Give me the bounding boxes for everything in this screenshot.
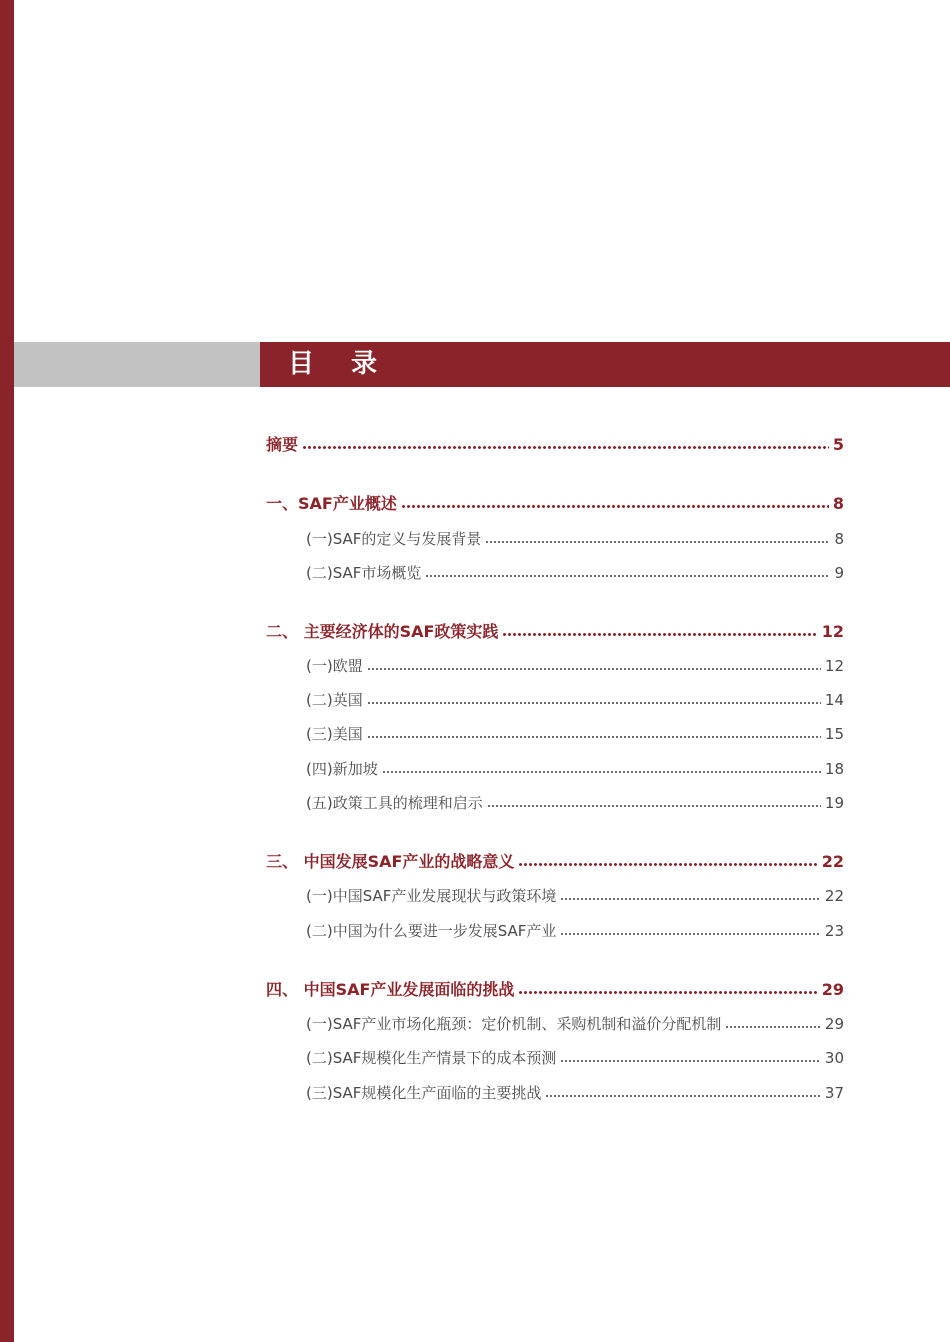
dot-leader (401, 504, 829, 509)
toc-item-4-2[interactable] (306, 1047, 844, 1069)
dot-leader (367, 701, 821, 705)
toc-entry-label: (一)中国SAF产业发展现状与政策环境 (306, 887, 557, 905)
toc-item-3-1[interactable] (306, 885, 844, 907)
toc-entry-page: 37 (824, 1084, 844, 1102)
toc-section-2[interactable] (266, 621, 844, 643)
dot-leader (367, 735, 821, 739)
toc-item-2-3[interactable] (306, 723, 844, 745)
toc-entry-page: 19 (824, 794, 844, 812)
dot-leader (502, 632, 817, 637)
toc-entry-label: 四、 中国SAF产业发展面临的挑战 (266, 980, 515, 999)
toc-entry-abstract[interactable] (266, 434, 844, 456)
dot-leader (560, 1059, 821, 1063)
toc-entry-label: (四)新加坡 (306, 760, 378, 778)
toc-entry-page: 14 (824, 691, 844, 709)
toc-entry-page: 30 (824, 1049, 844, 1067)
toc-item-4-1[interactable] (306, 1013, 844, 1035)
toc-entry-label: (三)美国 (306, 725, 363, 743)
dot-leader (518, 990, 817, 995)
toc-item-1-2[interactable] (306, 562, 844, 584)
toc-section-4[interactable] (266, 979, 844, 1001)
toc-entry-page: 8 (832, 494, 844, 513)
toc-item-2-4[interactable] (306, 758, 844, 780)
toc-entry-page: 12 (821, 622, 844, 641)
toc-section-3[interactable] (266, 851, 844, 873)
dot-leader (560, 897, 821, 901)
left-accent-bar (0, 0, 14, 1342)
toc-item-2-2[interactable] (306, 689, 844, 711)
toc-entry-label: (五)政策工具的梳理和启示 (306, 794, 483, 812)
toc-entry-label: (二)英国 (306, 691, 363, 709)
dot-leader (367, 667, 821, 671)
toc-entry-label: 一、SAF产业概述 (266, 494, 397, 513)
toc-entry-label: (一)SAF产业市场化瓶颈：定价机制、采购机制和溢价分配机制 (306, 1015, 722, 1033)
toc-entry-label: (二)SAF市场概览 (306, 564, 422, 582)
toc-section-1[interactable] (266, 493, 844, 515)
dot-leader (382, 770, 821, 774)
toc-entry-label: (二)中国为什么要进一步发展SAF产业 (306, 922, 557, 940)
toc-entry-page: 8 (834, 530, 844, 548)
toc-entry-page: 5 (832, 435, 844, 454)
toc-entry-page: 29 (821, 980, 844, 999)
toc-item-1-1[interactable] (306, 528, 844, 550)
dot-leader (725, 1025, 821, 1029)
toc-item-2-1[interactable] (306, 655, 844, 677)
toc-entry-page: 18 (824, 760, 844, 778)
toc-entry-label: 摘要 (266, 435, 299, 454)
toc-entry-label: (一)欧盟 (306, 657, 363, 675)
dot-leader (487, 804, 821, 808)
toc-item-2-5[interactable] (306, 792, 844, 814)
toc-entry-page: 29 (824, 1015, 844, 1033)
dot-leader (302, 445, 829, 450)
toc-entry-page: 22 (821, 852, 844, 871)
toc-item-3-2[interactable] (306, 920, 844, 942)
dot-leader (425, 574, 830, 578)
toc-entry-label: (三)SAF规模化生产面临的主要挑战 (306, 1084, 542, 1102)
toc-entry-page: 9 (834, 564, 844, 582)
toc-entry-page: 12 (824, 657, 844, 675)
dot-leader (560, 932, 821, 936)
title-band-grey (14, 342, 260, 387)
toc-entry-label: (一)SAF的定义与发展背景 (306, 530, 482, 548)
toc-entry-page: 23 (824, 922, 844, 940)
toc-entry-label: 三、 中国发展SAF产业的战略意义 (266, 852, 515, 871)
toc-entry-page: 15 (824, 725, 844, 743)
toc-entry-label: (二)SAF规模化生产情景下的成本预测 (306, 1049, 557, 1067)
dot-leader (518, 862, 817, 867)
toc-item-4-3[interactable] (306, 1082, 844, 1104)
toc-entry-page: 22 (824, 887, 844, 905)
dot-leader (545, 1094, 821, 1098)
dot-leader (485, 540, 830, 544)
toc-entry-label: 二、 主要经济体的SAF政策实践 (266, 622, 499, 641)
table-of-contents (266, 0, 844, 1342)
page-title: 目 录 (288, 349, 392, 379)
